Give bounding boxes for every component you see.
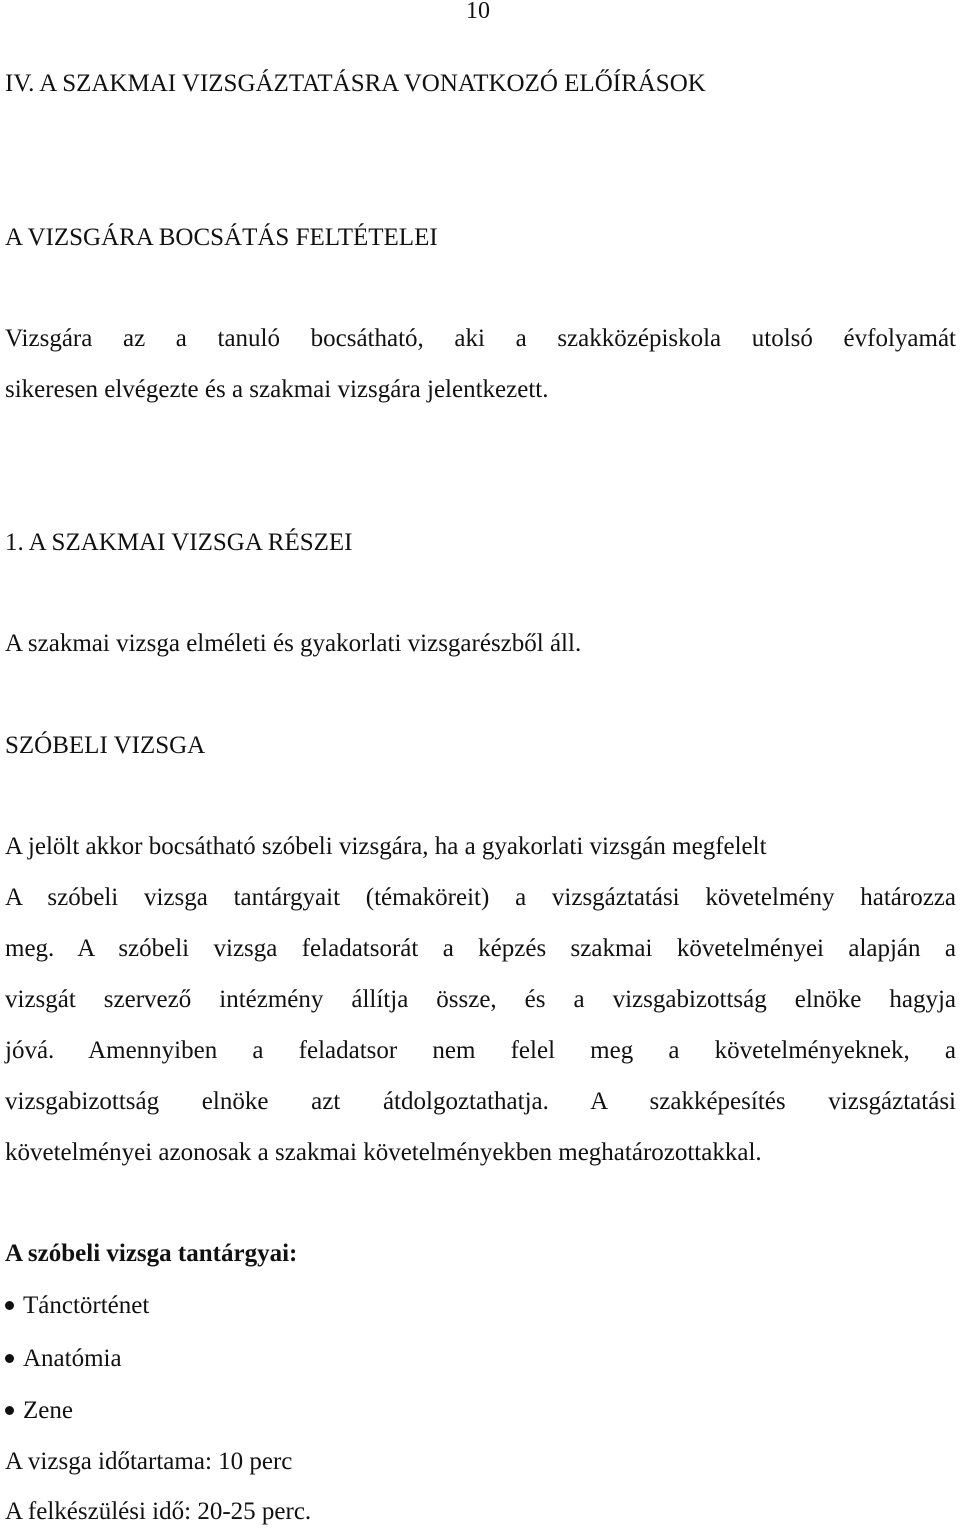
- oral-line-3: vizsgát szervező intézmény állítja össze, és a vizsgabizottság elnöke hagyja: [5, 986, 956, 1013]
- exam-duration: A vizsga időtartama: 10 perc: [5, 1448, 293, 1475]
- section-title: IV. A SZAKMAI VIZSGÁZTATÁSRA VONATKOZÓ ELŐÍRÁSOK: [5, 70, 706, 97]
- admission-line-2: sikeresen elvégezte és a szakmai vizsgára jelentkezett.: [5, 376, 549, 403]
- oral-last-line: követelményei azonosak a szakmai követelményekben meghatározottakkal.: [5, 1139, 762, 1166]
- oral-line-2: meg. A szóbeli vizsga feladatsorát a képzés szakmai követelményei alapján a: [5, 935, 956, 962]
- page-number: 10: [466, 0, 490, 24]
- list-item-label: Anatómia: [23, 1345, 122, 1372]
- parts-heading: 1. A SZAKMAI VIZSGA RÉSZEI: [5, 529, 353, 556]
- oral-first-line: A jelölt akkor bocsátható szóbeli vizsgára, ha a gyakorlati vizsgán megfelelt: [5, 833, 767, 860]
- list-item: [5, 1291, 149, 1321]
- bullet-icon: [5, 1301, 14, 1310]
- oral-line-5: vizsgabizottság elnöke azt átdolgoztathatja. A szakképesítés vizsgáztatási: [5, 1088, 956, 1115]
- admission-heading: A VIZSGÁRA BOCSÁTÁS FELTÉTELEI: [5, 224, 438, 251]
- bullet-icon: [5, 1406, 14, 1415]
- list-item-label: Zene: [23, 1397, 73, 1424]
- subjects-heading: A szóbeli vizsga tantárgyai:: [5, 1240, 298, 1267]
- admission-line-1: Vizsgára az a tanuló bocsátható, aki a szakközépiskola utolsó évfolyamát: [5, 325, 956, 352]
- oral-line-1: A szóbeli vizsga tantárgyait (témaköreit) a vizsgáztatási követelmény határozza: [5, 884, 956, 911]
- list-item-label: Tánctörténet: [23, 1292, 150, 1319]
- oral-line-4: jóvá. Amennyiben a feladatsor nem felel meg a követelményeknek, a: [5, 1037, 956, 1064]
- oral-heading: SZÓBELI VIZSGA: [5, 732, 206, 759]
- bullet-icon: [5, 1354, 14, 1363]
- list-item: [5, 1396, 73, 1426]
- list-item: [5, 1344, 122, 1374]
- preparation-time: A felkészülési idő: 20-25 perc.: [5, 1498, 312, 1525]
- parts-text: A szakmai vizsga elméleti és gyakorlati vizsgarészből áll.: [5, 630, 582, 657]
